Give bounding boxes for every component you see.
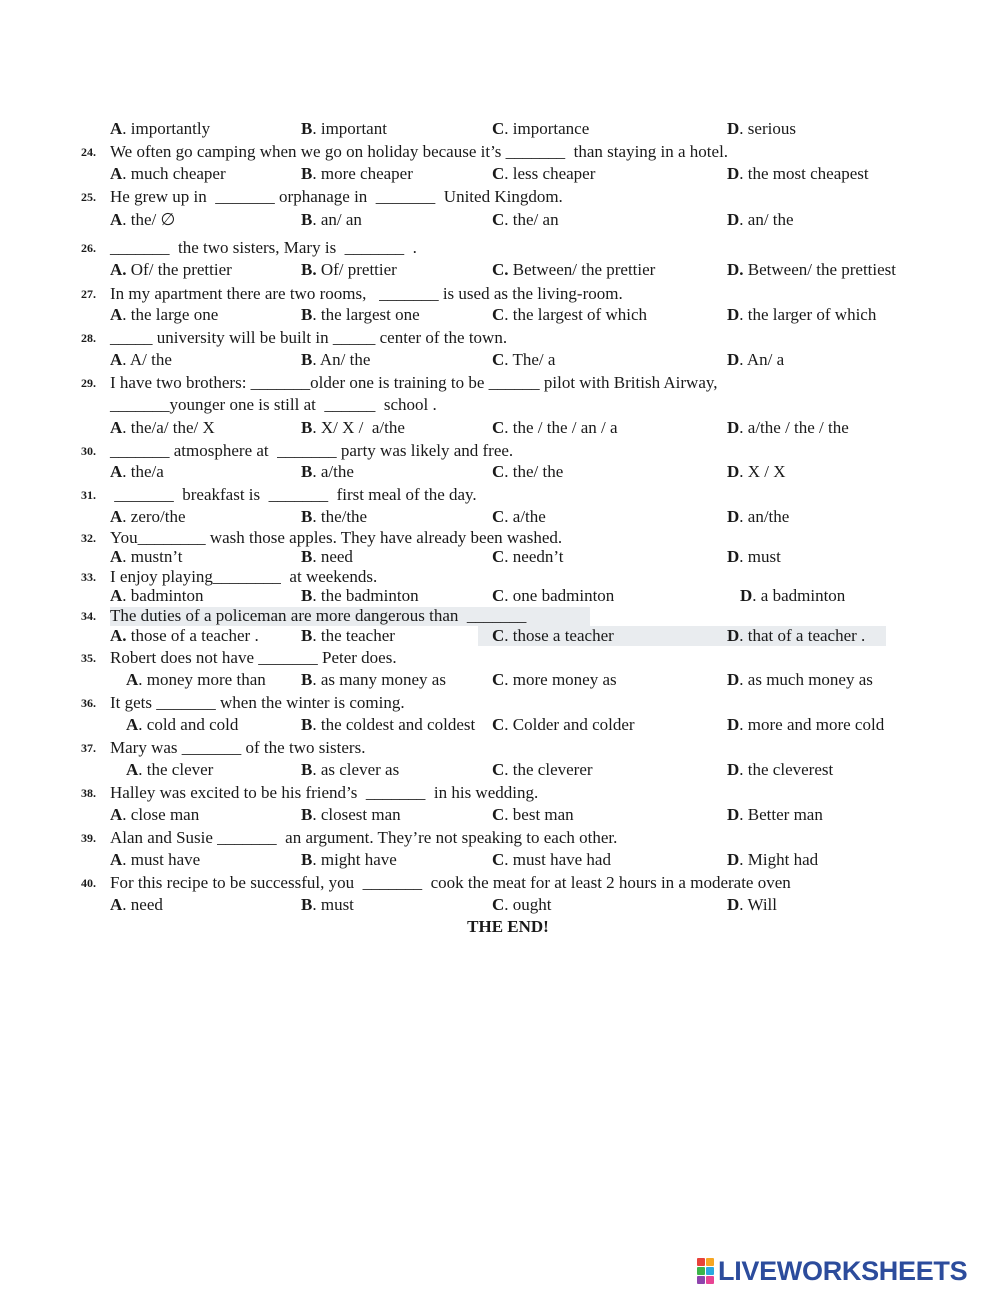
- option-text: . more and more cold: [739, 715, 885, 734]
- option-letter: D: [727, 760, 740, 779]
- option-text: Between/ the prettiest: [743, 260, 897, 279]
- question-number: 31.: [81, 488, 96, 502]
- option-text: . Might had: [739, 850, 819, 869]
- option-letter: B: [301, 760, 313, 779]
- option-letter: A: [110, 164, 123, 183]
- answer-option[interactable]: [492, 546, 563, 568]
- option-letter: D: [727, 547, 740, 566]
- option-text: . the cleverer: [504, 760, 593, 779]
- answer-option[interactable]: [492, 163, 595, 185]
- answer-option[interactable]: [727, 849, 818, 871]
- option-text: . one badminton: [504, 586, 615, 605]
- answer-option[interactable]: [301, 304, 420, 326]
- option-letter: B.: [301, 260, 317, 279]
- option-letter: D: [727, 670, 740, 689]
- question-number: 25.: [81, 190, 96, 204]
- option-text: . less cheaper: [504, 164, 596, 183]
- option-letter: B: [301, 626, 313, 645]
- answer-option[interactable]: [301, 669, 446, 691]
- option-text: . mustn’t: [122, 547, 183, 566]
- option-letter: D: [727, 119, 740, 138]
- option-letter: C: [492, 462, 505, 481]
- question-text: It gets _______ when the winter is coming.: [110, 693, 405, 712]
- answer-option[interactable]: [110, 625, 259, 647]
- option-text: . must have had: [504, 850, 611, 869]
- option-letter: C: [492, 210, 505, 229]
- answer-option[interactable]: [492, 714, 635, 736]
- answer-option[interactable]: [727, 349, 784, 371]
- option-letter: A: [126, 760, 139, 779]
- option-letter: C: [492, 760, 505, 779]
- option-text: . might have: [312, 850, 397, 869]
- option-text: . A/ the: [122, 350, 172, 369]
- option-letter: D.: [727, 260, 744, 279]
- answer-option[interactable]: [301, 209, 362, 231]
- answer-option[interactable]: [301, 349, 370, 371]
- option-letter: C: [492, 805, 505, 824]
- option-letter: B: [301, 418, 313, 437]
- option-text: . ought: [504, 895, 552, 914]
- option-text: . the/a: [122, 462, 164, 481]
- answer-option[interactable]: [110, 259, 232, 281]
- answer-option[interactable]: [110, 461, 164, 483]
- option-letter: C: [492, 164, 505, 183]
- option-letter: C: [492, 586, 505, 605]
- option-text: . An/ the: [312, 350, 371, 369]
- option-text: . the / the / an / a: [504, 418, 618, 437]
- answer-option[interactable]: [727, 259, 896, 281]
- option-letter: A: [110, 462, 123, 481]
- option-text: . best man: [504, 805, 574, 824]
- option-letter: D: [727, 895, 740, 914]
- answer-option[interactable]: [110, 506, 186, 528]
- option-letter: B: [301, 305, 313, 324]
- liveworksheets-logo: [697, 1256, 967, 1286]
- question-text: The duties of a policeman are more dangerous than _______: [110, 606, 527, 625]
- option-letter: A: [110, 119, 123, 138]
- option-text: . importantly: [122, 119, 211, 138]
- option-letter: C: [492, 715, 505, 734]
- question-text: _____ university will be built in _____ center of the town.: [110, 328, 508, 347]
- option-text: . the clever: [138, 760, 214, 779]
- option-letter: C: [492, 507, 505, 526]
- option-letter: A: [110, 850, 123, 869]
- option-text: Of/ the prettier: [126, 260, 232, 279]
- option-text: . the larger of which: [739, 305, 877, 324]
- question-text: We often go camping when we go on holiday because it’s _______ than staying in a hotel.: [110, 142, 729, 161]
- option-text: . zero/the: [122, 507, 186, 526]
- answer-option[interactable]: [492, 349, 555, 371]
- answer-option[interactable]: [740, 585, 845, 607]
- answer-option[interactable]: [110, 349, 172, 371]
- option-text: . that of a teacher .: [739, 626, 866, 645]
- answer-option[interactable]: [492, 585, 614, 607]
- question-text: _______younger one is still at ______ school .: [110, 395, 437, 414]
- question-text: _______ atmosphere at _______ party was likely and free.: [110, 441, 514, 460]
- answer-option[interactable]: [492, 209, 559, 231]
- option-text: . a/the / the / the: [739, 418, 849, 437]
- answer-option[interactable]: [110, 304, 218, 326]
- answer-option[interactable]: [301, 804, 401, 826]
- answer-option[interactable]: [301, 585, 419, 607]
- option-letter: A: [110, 305, 123, 324]
- answer-option[interactable]: [492, 669, 617, 691]
- answer-option[interactable]: [110, 417, 215, 439]
- option-text: . a badminton: [752, 586, 846, 605]
- option-letter: A: [110, 586, 123, 605]
- answer-option[interactable]: [727, 546, 781, 568]
- question-text: _______ the two sisters, Mary is _______ .: [110, 238, 417, 257]
- option-text: . closest man: [312, 805, 401, 824]
- answer-option[interactable]: [110, 804, 199, 826]
- option-letter: C: [492, 895, 505, 914]
- option-letter: D: [727, 626, 740, 645]
- option-text: . Colder and colder: [504, 715, 635, 734]
- question-text: Robert does not have _______ Peter does.: [110, 648, 397, 667]
- answer-option[interactable]: [727, 163, 869, 185]
- option-letter: D: [727, 350, 740, 369]
- option-text: . more cheaper: [312, 164, 413, 183]
- option-text: . need: [312, 547, 353, 566]
- option-text: . must have: [122, 850, 201, 869]
- option-letter: D: [727, 164, 740, 183]
- answer-option[interactable]: [492, 304, 647, 326]
- answer-option[interactable]: [727, 304, 876, 326]
- option-text: . the/ an: [504, 210, 559, 229]
- answer-option[interactable]: [492, 849, 611, 871]
- answer-option[interactable]: [110, 118, 210, 140]
- option-text: . must: [739, 547, 781, 566]
- option-letter: D: [727, 507, 740, 526]
- option-letter: A: [110, 895, 123, 914]
- answer-option[interactable]: [727, 506, 789, 528]
- question-number: 37.: [81, 741, 96, 755]
- option-letter: D: [727, 805, 740, 824]
- option-text: . an/ an: [312, 210, 362, 229]
- option-text: those of a teacher .: [126, 626, 259, 645]
- option-text: . the badminton: [312, 586, 419, 605]
- option-letter: A.: [110, 626, 127, 645]
- answer-option[interactable]: [301, 461, 354, 483]
- option-letter: A: [126, 715, 139, 734]
- option-text: . money more than: [138, 670, 266, 689]
- option-text: . the/a/ the/ X: [122, 418, 215, 437]
- option-letter: B: [301, 164, 313, 183]
- question-number: 32.: [81, 531, 96, 545]
- option-letter: B: [301, 462, 313, 481]
- option-text: . The/ a: [504, 350, 556, 369]
- option-text: . the largest one: [312, 305, 420, 324]
- option-letter: A: [110, 507, 123, 526]
- answer-option[interactable]: [301, 506, 367, 528]
- option-text: . X / X: [739, 462, 786, 481]
- option-letter: B: [301, 586, 313, 605]
- answer-option[interactable]: [301, 759, 399, 781]
- question-number: 24.: [81, 145, 96, 159]
- answer-option[interactable]: [301, 625, 395, 647]
- answer-option[interactable]: [301, 714, 475, 736]
- option-text: . the cleverest: [739, 760, 834, 779]
- option-letter: B: [301, 350, 313, 369]
- option-text: . cold and cold: [138, 715, 239, 734]
- option-letter: C: [492, 547, 505, 566]
- answer-option[interactable]: [126, 759, 213, 781]
- question-text: He grew up in _______ orphanage in _______ United Kingdom.: [110, 187, 563, 206]
- option-text: . the large one: [122, 305, 219, 324]
- option-letter: A: [110, 418, 123, 437]
- option-text: . as many money as: [312, 670, 446, 689]
- option-letter: B: [301, 805, 313, 824]
- answer-option[interactable]: [492, 118, 589, 140]
- option-letter: C: [492, 670, 505, 689]
- option-text: . the/ the: [504, 462, 564, 481]
- question-number: 35.: [81, 651, 96, 665]
- question-text: Alan and Susie _______ an argument. They’re not speaking to each other.: [110, 828, 618, 847]
- answer-option[interactable]: [110, 894, 163, 916]
- option-text: . Will: [739, 895, 778, 914]
- answer-option[interactable]: [727, 209, 794, 231]
- answer-option[interactable]: [110, 585, 204, 607]
- option-letter: C: [492, 418, 505, 437]
- answer-option[interactable]: [492, 259, 655, 281]
- answer-option[interactable]: [110, 163, 226, 185]
- option-letter: A: [126, 670, 139, 689]
- option-letter: B: [301, 119, 313, 138]
- question-text: Halley was excited to be his friend’s _______ in his wedding.: [110, 783, 539, 802]
- option-text: . importance: [504, 119, 590, 138]
- answer-option[interactable]: [126, 669, 266, 691]
- answer-option[interactable]: [110, 546, 182, 568]
- option-letter: D: [740, 586, 753, 605]
- option-text: . the/ ∅: [122, 210, 176, 229]
- option-text: . X/ X / a/the: [312, 418, 405, 437]
- option-text: . a/the: [312, 462, 354, 481]
- option-text: . the largest of which: [504, 305, 648, 324]
- answer-option[interactable]: [492, 894, 552, 916]
- option-text: . must: [312, 895, 354, 914]
- option-letter: C.: [492, 260, 509, 279]
- answer-option[interactable]: [727, 714, 884, 736]
- answer-option[interactable]: [301, 417, 405, 439]
- option-text: . the/the: [312, 507, 368, 526]
- question-number: 40.: [81, 876, 96, 890]
- option-letter: B: [301, 670, 313, 689]
- option-text: . an/the: [739, 507, 790, 526]
- answer-option[interactable]: [727, 417, 849, 439]
- option-text: Of/ prettier: [316, 260, 397, 279]
- option-letter: A: [110, 210, 123, 229]
- option-text: . need: [122, 895, 163, 914]
- option-letter: D: [727, 418, 740, 437]
- option-text: . An/ a: [739, 350, 785, 369]
- answer-option[interactable]: [727, 894, 777, 916]
- question-number: 39.: [81, 831, 96, 845]
- question-text: You________ wash those apples. They have already been washed.: [110, 528, 563, 547]
- option-text: . serious: [739, 119, 796, 138]
- option-letter: D: [727, 462, 740, 481]
- question-number: 34.: [81, 609, 96, 623]
- option-letter: B: [301, 547, 313, 566]
- answer-option[interactable]: [727, 625, 865, 647]
- answer-option[interactable]: [301, 118, 387, 140]
- question-text: For this recipe to be successful, you _______ cook the meat for at least 2 hours in a moderate oven: [110, 873, 791, 892]
- option-text: . a/the: [504, 507, 546, 526]
- liveworksheets-logo-icon: [697, 1258, 714, 1284]
- answer-option[interactable]: [110, 849, 200, 871]
- option-text: . the teacher: [312, 626, 395, 645]
- answer-option[interactable]: [110, 209, 175, 231]
- question-number: 28.: [81, 331, 96, 345]
- question-number: 36.: [81, 696, 96, 710]
- option-letter: B: [301, 895, 313, 914]
- option-letter: B: [301, 715, 313, 734]
- option-letter: A: [110, 547, 123, 566]
- option-letter: B: [301, 210, 313, 229]
- answer-option[interactable]: [727, 669, 873, 691]
- answer-option[interactable]: [727, 804, 823, 826]
- question-number: 38.: [81, 786, 96, 800]
- answer-option[interactable]: [492, 417, 618, 439]
- option-letter: D: [727, 715, 740, 734]
- question-number: 27.: [81, 287, 96, 301]
- answer-option[interactable]: [492, 625, 614, 647]
- question-number: 30.: [81, 444, 96, 458]
- option-letter: A: [110, 805, 123, 824]
- answer-option[interactable]: [492, 461, 563, 483]
- question-text: _______ breakfast is _______ first meal of the day.: [110, 485, 477, 504]
- option-letter: C: [492, 850, 505, 869]
- answer-option[interactable]: [727, 118, 796, 140]
- option-text: . much cheaper: [122, 164, 226, 183]
- question-number: 29.: [81, 376, 96, 390]
- option-letter: C: [492, 305, 505, 324]
- option-letter: D: [727, 305, 740, 324]
- end-label: THE END!: [467, 917, 549, 936]
- option-text: . the coldest and coldest: [312, 715, 476, 734]
- option-text: . Better man: [739, 805, 823, 824]
- answer-option[interactable]: [301, 163, 413, 185]
- option-text: . important: [312, 119, 387, 138]
- option-letter: D: [727, 210, 740, 229]
- answer-option[interactable]: [727, 759, 833, 781]
- answer-option[interactable]: [727, 461, 786, 483]
- answer-option[interactable]: [301, 546, 353, 568]
- question-text: I enjoy playing________ at weekends.: [110, 567, 378, 586]
- option-text: . those a teacher: [504, 626, 614, 645]
- question-number: 26.: [81, 241, 96, 255]
- option-text: . the most cheapest: [739, 164, 869, 183]
- answer-option[interactable]: [301, 849, 397, 871]
- option-text: . as clever as: [312, 760, 400, 779]
- option-letter: B: [301, 507, 313, 526]
- answer-option[interactable]: [301, 894, 354, 916]
- option-letter: A.: [110, 260, 127, 279]
- option-letter: D: [727, 850, 740, 869]
- option-text: . needn’t: [504, 547, 564, 566]
- answer-option[interactable]: [492, 759, 593, 781]
- option-letter: C: [492, 626, 505, 645]
- answer-option[interactable]: [126, 714, 238, 736]
- option-text: . an/ the: [739, 210, 794, 229]
- option-letter: C: [492, 119, 505, 138]
- option-letter: C: [492, 350, 505, 369]
- answer-option[interactable]: [301, 259, 397, 281]
- option-letter: B: [301, 850, 313, 869]
- question-text: Mary was _______ of the two sisters.: [110, 738, 366, 757]
- option-text: . as much money as: [739, 670, 873, 689]
- option-text: . more money as: [504, 670, 617, 689]
- option-text: Between/ the prettier: [508, 260, 656, 279]
- option-text: . close man: [122, 805, 200, 824]
- option-letter: A: [110, 350, 123, 369]
- answer-option[interactable]: [492, 804, 574, 826]
- question-number: 33.: [81, 570, 96, 584]
- option-text: . badminton: [122, 586, 204, 605]
- logo-text: LIVEWORKSHEETS: [718, 1256, 968, 1286]
- answer-option[interactable]: [492, 506, 546, 528]
- question-text: In my apartment there are two rooms, _______ is used as the living-room.: [110, 284, 623, 303]
- question-text: I have two brothers: _______older one is training to be ______ pilot with British Airway,: [110, 373, 718, 392]
